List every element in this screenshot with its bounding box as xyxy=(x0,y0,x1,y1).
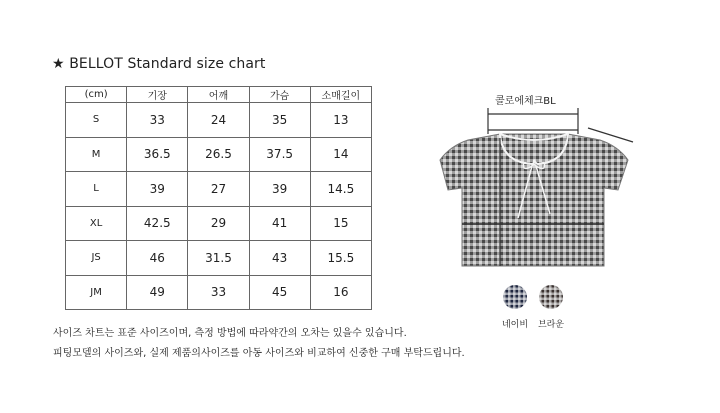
table-cell: 14.5 xyxy=(310,172,371,207)
table-cell: 43 xyxy=(249,241,310,276)
table-cell: 46 xyxy=(127,241,188,276)
size-note-2: 피팅모델의 사이즈와, 실제 제품의사이즈를 아동 사이즈와 비교하여 신중한 구매 부탁드립니다. xyxy=(53,348,465,359)
header-sleeve: 소매길이 xyxy=(310,87,371,103)
size-label: S xyxy=(66,103,127,138)
table-cell: 39 xyxy=(127,172,188,207)
table-cell: 26.5 xyxy=(188,137,249,172)
size-chart-title: ★ BELLOT Standard size chart xyxy=(52,56,266,72)
size-label: JM xyxy=(66,275,127,310)
table-cell: 33 xyxy=(188,275,249,310)
table-cell: 45 xyxy=(249,275,310,310)
table-cell: 29 xyxy=(188,206,249,241)
table-row xyxy=(66,103,372,138)
header-shoulder: 어깨 xyxy=(188,87,249,103)
size-label: M xyxy=(66,137,127,172)
header-unit: (cm) xyxy=(66,87,127,103)
table-cell: 13 xyxy=(310,103,371,138)
swatch-navy[interactable] xyxy=(503,285,527,309)
size-label: JS xyxy=(66,241,127,276)
header-chest: 가슴 xyxy=(249,87,310,103)
table-cell: 49 xyxy=(127,275,188,310)
table-cell: 42.5 xyxy=(127,206,188,241)
table-cell: 14 xyxy=(310,137,371,172)
swatch-brown[interactable] xyxy=(539,285,563,309)
table-cell: 33 xyxy=(127,103,188,138)
table-cell: 15 xyxy=(310,206,371,241)
table-cell: 36.5 xyxy=(127,137,188,172)
table-cell: 39 xyxy=(249,172,310,207)
swatch-label-brown: 브라운 xyxy=(537,320,565,330)
table-cell: 41 xyxy=(249,206,310,241)
table-row xyxy=(66,172,372,207)
swatch-label-navy: 네이비 xyxy=(501,320,529,330)
table-cell: 16 xyxy=(310,275,371,310)
table-row xyxy=(66,137,372,172)
size-table xyxy=(65,86,372,310)
table-cell: 35 xyxy=(249,103,310,138)
table-row xyxy=(66,206,372,241)
table-cell: 27 xyxy=(188,172,249,207)
header-length: 기장 xyxy=(127,87,188,103)
table-cell: 37.5 xyxy=(249,137,310,172)
size-label: L xyxy=(66,172,127,207)
table-cell: 24 xyxy=(188,103,249,138)
table-cell: 31.5 xyxy=(188,241,249,276)
table-row xyxy=(66,275,372,310)
garment-illustration xyxy=(428,90,638,272)
table-cell: 15.5 xyxy=(310,241,371,276)
product-name: 콜로에체크BL xyxy=(495,96,556,107)
size-note-1: 사이즈 차트는 표준 사이즈이며, 측정 방법에 따라약간의 오차는 있을수 있습니다. xyxy=(53,328,407,339)
table-row xyxy=(66,241,372,276)
size-label: XL xyxy=(66,206,127,241)
size-table-header-row xyxy=(66,87,372,103)
